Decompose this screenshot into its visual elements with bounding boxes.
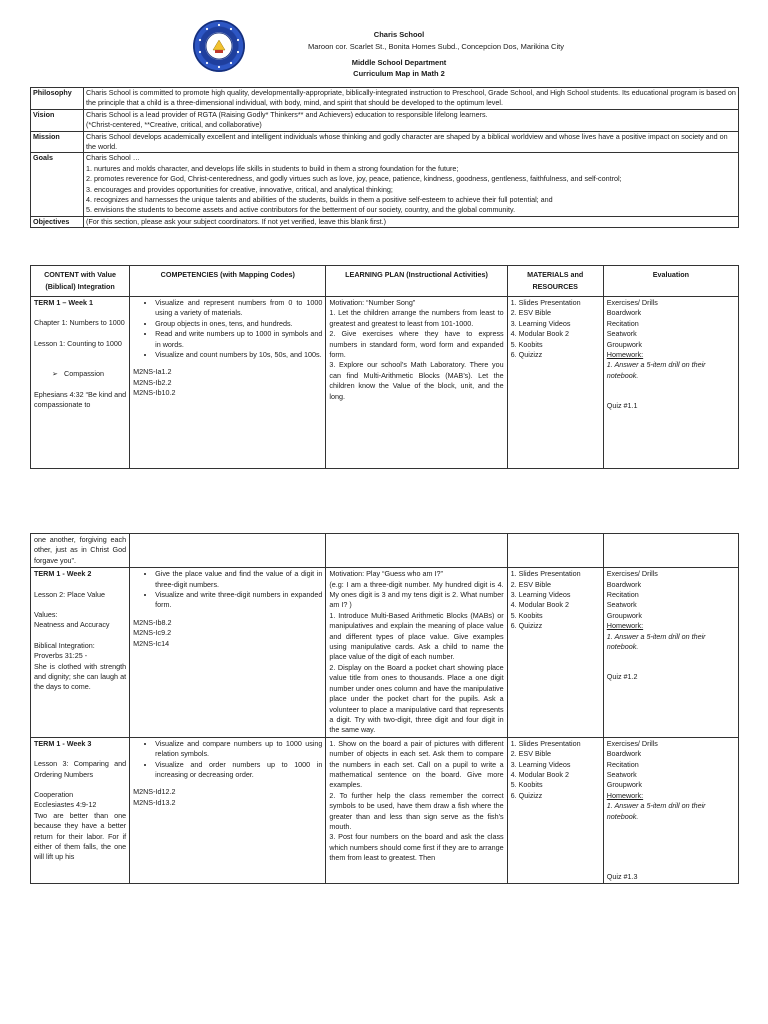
- homework-label: Homework:: [606, 790, 644, 800]
- mapping-codes: [133, 618, 322, 649]
- plan-item: 3. Post four numbers on the board and ask the class which numbers should come first if they are to arrange them from least to greatest. Then: [329, 832, 504, 863]
- plan-item: Motivation: Play “Guess who am I?”: [329, 569, 443, 579]
- mapping-code: M2NS-Ic14: [133, 638, 170, 648]
- info-line: Charis School develops academically excellent and intelligent individuals whose thinking and godly character are shaped by a biblical worldview and whose lives have a positive impact on society and on the world.: [86, 131, 728, 152]
- material-item: 3. Learning Videos: [510, 759, 571, 769]
- term-label: TERM 1 – Week 1: [34, 298, 93, 307]
- carry-over-verse: one another, forgiving each other, just as in Christ God forgave you”.: [31, 534, 130, 568]
- material-item: 1. Slides Presentation: [510, 298, 581, 307]
- values-text: Neatness and Accuracy: [34, 620, 110, 630]
- competency-item: • Visualize and write three-digit numbers in expanded form.: [155, 590, 322, 611]
- evaluation-item: Groupwork: [606, 780, 642, 790]
- lesson-title: Lesson 3: Comparing and Ordering Numbers: [34, 759, 127, 779]
- school-name: Charis School: [373, 30, 425, 39]
- learning-plan-cell: [326, 297, 507, 469]
- info-line: 2. promotes reverence for God, Christ-centeredness, and godly virtues such as love, joy, peace, patience, kindness, goodness, gentleness, faithfulness, and self-control;: [86, 174, 622, 184]
- mapping-codes: [133, 367, 322, 398]
- value-text: Cooperation: [34, 789, 74, 799]
- materials-cell: [507, 297, 603, 469]
- plan-item: 2. Display on the Board a pocket chart showing place value title from ones to thousands. Place a one digit number under ones column and have the manipulative place under the pocket chart for the pupils. Ask a volunteer to place a manipulative card that represents a digit. Try with two-digit, three digit and four digit in the same way.: [329, 662, 504, 735]
- mapping-code: M2NS-Ib2.2: [133, 377, 172, 387]
- homework-text: 1. Answer a 5-item drill on their notebook.: [606, 631, 706, 652]
- mapping-code: M2NS-Ib10.2: [133, 388, 176, 398]
- biblical-integration-label: Biblical Integration:: [34, 640, 95, 650]
- material-item: 2. ESV Bible: [510, 749, 551, 759]
- info-row-goals: [31, 153, 739, 216]
- material-item: 2. ESV Bible: [510, 308, 551, 318]
- empty-cell: [603, 534, 738, 568]
- content-cell: [31, 297, 130, 469]
- evaluation-cell: [603, 737, 738, 884]
- verse-text: She is clothed with strength and dignity; she can laugh at the days to come.: [34, 661, 127, 692]
- info-row-objectives: [31, 216, 739, 227]
- info-line: 1. nurtures and molds character, and develops life skills in students to build in them a strong foundation for the future;: [86, 163, 459, 173]
- values-label: Values:: [34, 610, 58, 620]
- evaluation-item: Recitation: [606, 318, 639, 328]
- info-value: [84, 131, 739, 153]
- mapping-codes: [133, 787, 322, 808]
- material-item: 5. Koobits: [510, 780, 543, 790]
- competency-item: • Visualize and represent numbers from 0 to 1000 using a variety of materials.: [155, 298, 322, 319]
- mapping-code: M2NS-Id13.2: [133, 797, 176, 807]
- materials-cell: [507, 568, 603, 738]
- homework-label: Homework:: [606, 350, 644, 360]
- curriculum-table-2: [30, 533, 739, 884]
- plan-item: 2. Give exercises where they have to express numbers in standard form, word form and expanded form.: [329, 329, 504, 360]
- material-item: 6. Quizizz: [510, 350, 543, 360]
- header-content: CONTENT with Value (Biblical) Integration: [31, 266, 130, 297]
- plan-item: (e.g: I am a three-digit number. My hundred digit is 4. My ones digit is 3 and my tens digit is 2. What number am I? ): [329, 579, 504, 610]
- evaluation-item: Exercises/ Drills: [606, 738, 658, 748]
- competency-item: • Give the place value and find the value of a digit in three-digit numbers.: [155, 569, 322, 590]
- material-item: 3. Learning Videos: [510, 318, 571, 328]
- info-key: Vision: [31, 109, 84, 131]
- competency-item: • Read and write numbers up to 1000 in symbols and in words.: [155, 329, 322, 350]
- evaluation-item: Exercises/ Drills: [606, 298, 658, 307]
- material-item: 5. Koobits: [510, 339, 543, 349]
- evaluation-item: Seatwork: [606, 769, 637, 779]
- evaluation-item: Recitation: [606, 759, 639, 769]
- mapping-code: M2NS-Ia1.2: [133, 367, 172, 377]
- learning-plan-cell: [326, 568, 507, 738]
- material-item: 4. Modular Book 2: [510, 329, 569, 339]
- evaluation-cell: [603, 568, 738, 738]
- info-value: [84, 216, 739, 227]
- week-row: [31, 568, 739, 738]
- week-row: [31, 737, 739, 884]
- info-line: 4. recognizes and harnesses the unique talents and abilities of the students, builds in them a positive self-esteem to achieve their full potential; and: [86, 195, 553, 205]
- homework-text: 1. Answer a 5-item drill on their notebook.: [606, 801, 706, 821]
- quiz-label: Quiz #1.2: [606, 672, 638, 682]
- competency-list: [133, 739, 322, 781]
- info-line: Charis School is a lead provider of RGTA (Raising Godly* Thinkers** and Achievers) education to responsible lifelong learners.: [86, 109, 488, 119]
- material-item: 1. Slides Presentation: [510, 738, 581, 748]
- week-row: [31, 297, 739, 469]
- term-label: TERM 1 - Week 2: [34, 569, 92, 579]
- plan-item: 1. Introduce Multi-Based Arithmetic Blocks (MABs) or manipulatives and explain the meaning of place value and different types of place value. Give examples using manipulative cards. Ask a child to name the place value of the digit of each number.: [329, 610, 504, 662]
- evaluation-item: Seatwork: [606, 600, 637, 610]
- competency-item: • Visualize and count numbers by 10s, 50s, and 100s.: [155, 350, 322, 360]
- quiz-label: Quiz #1.1: [606, 401, 638, 411]
- material-item: 1. Slides Presentation: [510, 569, 581, 579]
- material-item: 5. Koobits: [510, 610, 543, 620]
- mapping-code: M2NS-Ib8.2: [133, 617, 172, 627]
- lesson-title: Lesson 2: Place Value: [34, 589, 105, 599]
- evaluation-item: Seatwork: [606, 329, 637, 339]
- chapter-title: Chapter 1: Numbers to 1000: [34, 318, 125, 328]
- info-row-philosophy: [31, 88, 739, 110]
- carry-over-row: [31, 534, 739, 568]
- verse-text: Two are better than one because they have a better return for their labor. For if either of them falls, the one will lift up his: [34, 810, 127, 862]
- verse-text: Ephesians 4:32 “Be kind and compassionate to: [34, 389, 127, 410]
- mapping-code: M2NS-Id12.2: [133, 787, 176, 797]
- evaluation-item: Recitation: [606, 590, 639, 600]
- competency-item: • Visualize and order numbers up to 1000 in increasing or decreasing order.: [155, 760, 322, 781]
- info-key: Mission: [31, 131, 84, 153]
- homework-text: 1. Answer a 5-item drill on their notebook.: [606, 360, 706, 380]
- plan-item: Motivation: “Number Song”: [329, 298, 416, 307]
- info-key: Goals: [31, 153, 84, 216]
- info-line: 3. encourages and provides opportunities for creative, innovative, critical, and analytical thinking;: [86, 184, 393, 194]
- quiz-label: Quiz #1.3: [606, 871, 638, 881]
- info-value: [84, 153, 739, 216]
- material-item: 3. Learning Videos: [510, 590, 571, 600]
- evaluation-cell: [603, 297, 738, 469]
- empty-cell: [130, 534, 326, 568]
- info-value: [84, 88, 739, 110]
- header-competencies: COMPETENCIES (with Mapping Codes): [130, 266, 326, 297]
- evaluation-item: Boardwork: [606, 308, 642, 318]
- competency-item: • Group objects in ones, tens, and hundreds.: [155, 319, 322, 329]
- material-item: 6. Quizizz: [510, 790, 543, 800]
- competency-list: [133, 298, 322, 360]
- material-item: 4. Modular Book 2: [510, 600, 569, 610]
- curriculum-table-1: [30, 265, 739, 469]
- competencies-cell: [130, 568, 326, 738]
- materials-cell: [507, 737, 603, 884]
- info-key: Objectives: [31, 216, 84, 227]
- school-address: Maroon cor. Scarlet St., Bonita Homes Subd., Concepcion Dos, Marikina City: [308, 42, 564, 51]
- info-row-vision: [31, 109, 739, 131]
- verse-reference: Proverbs 31:25 -: [34, 651, 88, 661]
- content-cell: [31, 737, 130, 884]
- plan-item: 3. Explore our school’s Math Laboratory. There you can find Multi-Arithmetic Blocks (MAB’s). Let the children know the Value of the block, unit, and the long.: [329, 360, 504, 401]
- plan-item: 2. To further help the class remember the correct symbols to be used, have them draw a fish where the greater than and less than sign serve as the fish’s mouth.: [329, 790, 504, 831]
- info-line: Charis School is committed to promote high quality, developmentally-appropriate, biblically-integrated instruction to Preschool, Grade School, and High School students. Its educational program is based on the principle that a child is a three-dimensional individual, with body, mind, and spirit that should be developed to the optimum level.: [86, 88, 736, 108]
- plan-item: 1. Show on the board a pair of pictures with different number of objects in each set. Ask them to compare the numbers in each set. Call on a pupil to write a mathematical sentence on the board. Give more examples.: [329, 738, 504, 790]
- info-line: (For this section, please ask your subject coordinators. If not yet verified, leave this blank first.): [86, 216, 387, 226]
- header-row: [31, 266, 739, 297]
- info-key: Philosophy: [31, 88, 84, 110]
- evaluation-item: Groupwork: [606, 339, 642, 349]
- empty-cell: [507, 534, 603, 568]
- document-title: Curriculum Map in Math 2: [353, 69, 445, 78]
- info-line: Charis School …: [86, 153, 140, 163]
- competency-list: [133, 569, 322, 611]
- info-value: [84, 109, 739, 131]
- content-cell: [31, 568, 130, 738]
- evaluation-item: Groupwork: [606, 610, 642, 620]
- department-name: Middle School Department: [351, 58, 447, 67]
- plan-item: 1. Let the children arrange the numbers from least to greatest and greatest to least from 101-1000.: [329, 308, 504, 328]
- verse-reference: Ecclesiastes 4:9-12: [34, 800, 97, 810]
- info-line: (*Christ-centered, **Creative, critical, and collaborative): [86, 120, 262, 130]
- learning-plan-cell: [326, 737, 507, 884]
- evaluation-item: Boardwork: [606, 579, 642, 589]
- mapping-code: M2NS-Ic9.2: [133, 628, 172, 638]
- lesson-title: Lesson 1: Counting to 1000: [34, 338, 122, 348]
- material-item: 6. Quizizz: [510, 621, 543, 631]
- material-item: 2. ESV Bible: [510, 579, 551, 589]
- competencies-cell: [130, 737, 326, 884]
- evaluation-item: Boardwork: [606, 749, 642, 759]
- competencies-cell: [130, 297, 326, 469]
- evaluation-item: Exercises/ Drills: [606, 569, 658, 579]
- header-evaluation: Evaluation: [603, 266, 738, 297]
- empty-cell: [326, 534, 507, 568]
- term-label: TERM 1 - Week 3: [34, 738, 92, 748]
- header-learning-plan: LEARNING PLAN (Instructional Activities): [326, 266, 507, 297]
- info-row-mission: [31, 131, 739, 153]
- school-info-table: [30, 87, 739, 228]
- homework-label: Homework:: [606, 621, 644, 631]
- competency-item: • Visualize and compare numbers up to 1000 using relation symbols.: [155, 739, 322, 760]
- value-item: ➢ Compassion: [34, 369, 126, 379]
- material-item: 4. Modular Book 2: [510, 769, 569, 779]
- header-materials: MATERIALS and RESOURCES: [507, 266, 603, 297]
- info-line: 5. envisions the students to become assets and active contributors for the betterment of our society, country, and the global community.: [86, 205, 516, 215]
